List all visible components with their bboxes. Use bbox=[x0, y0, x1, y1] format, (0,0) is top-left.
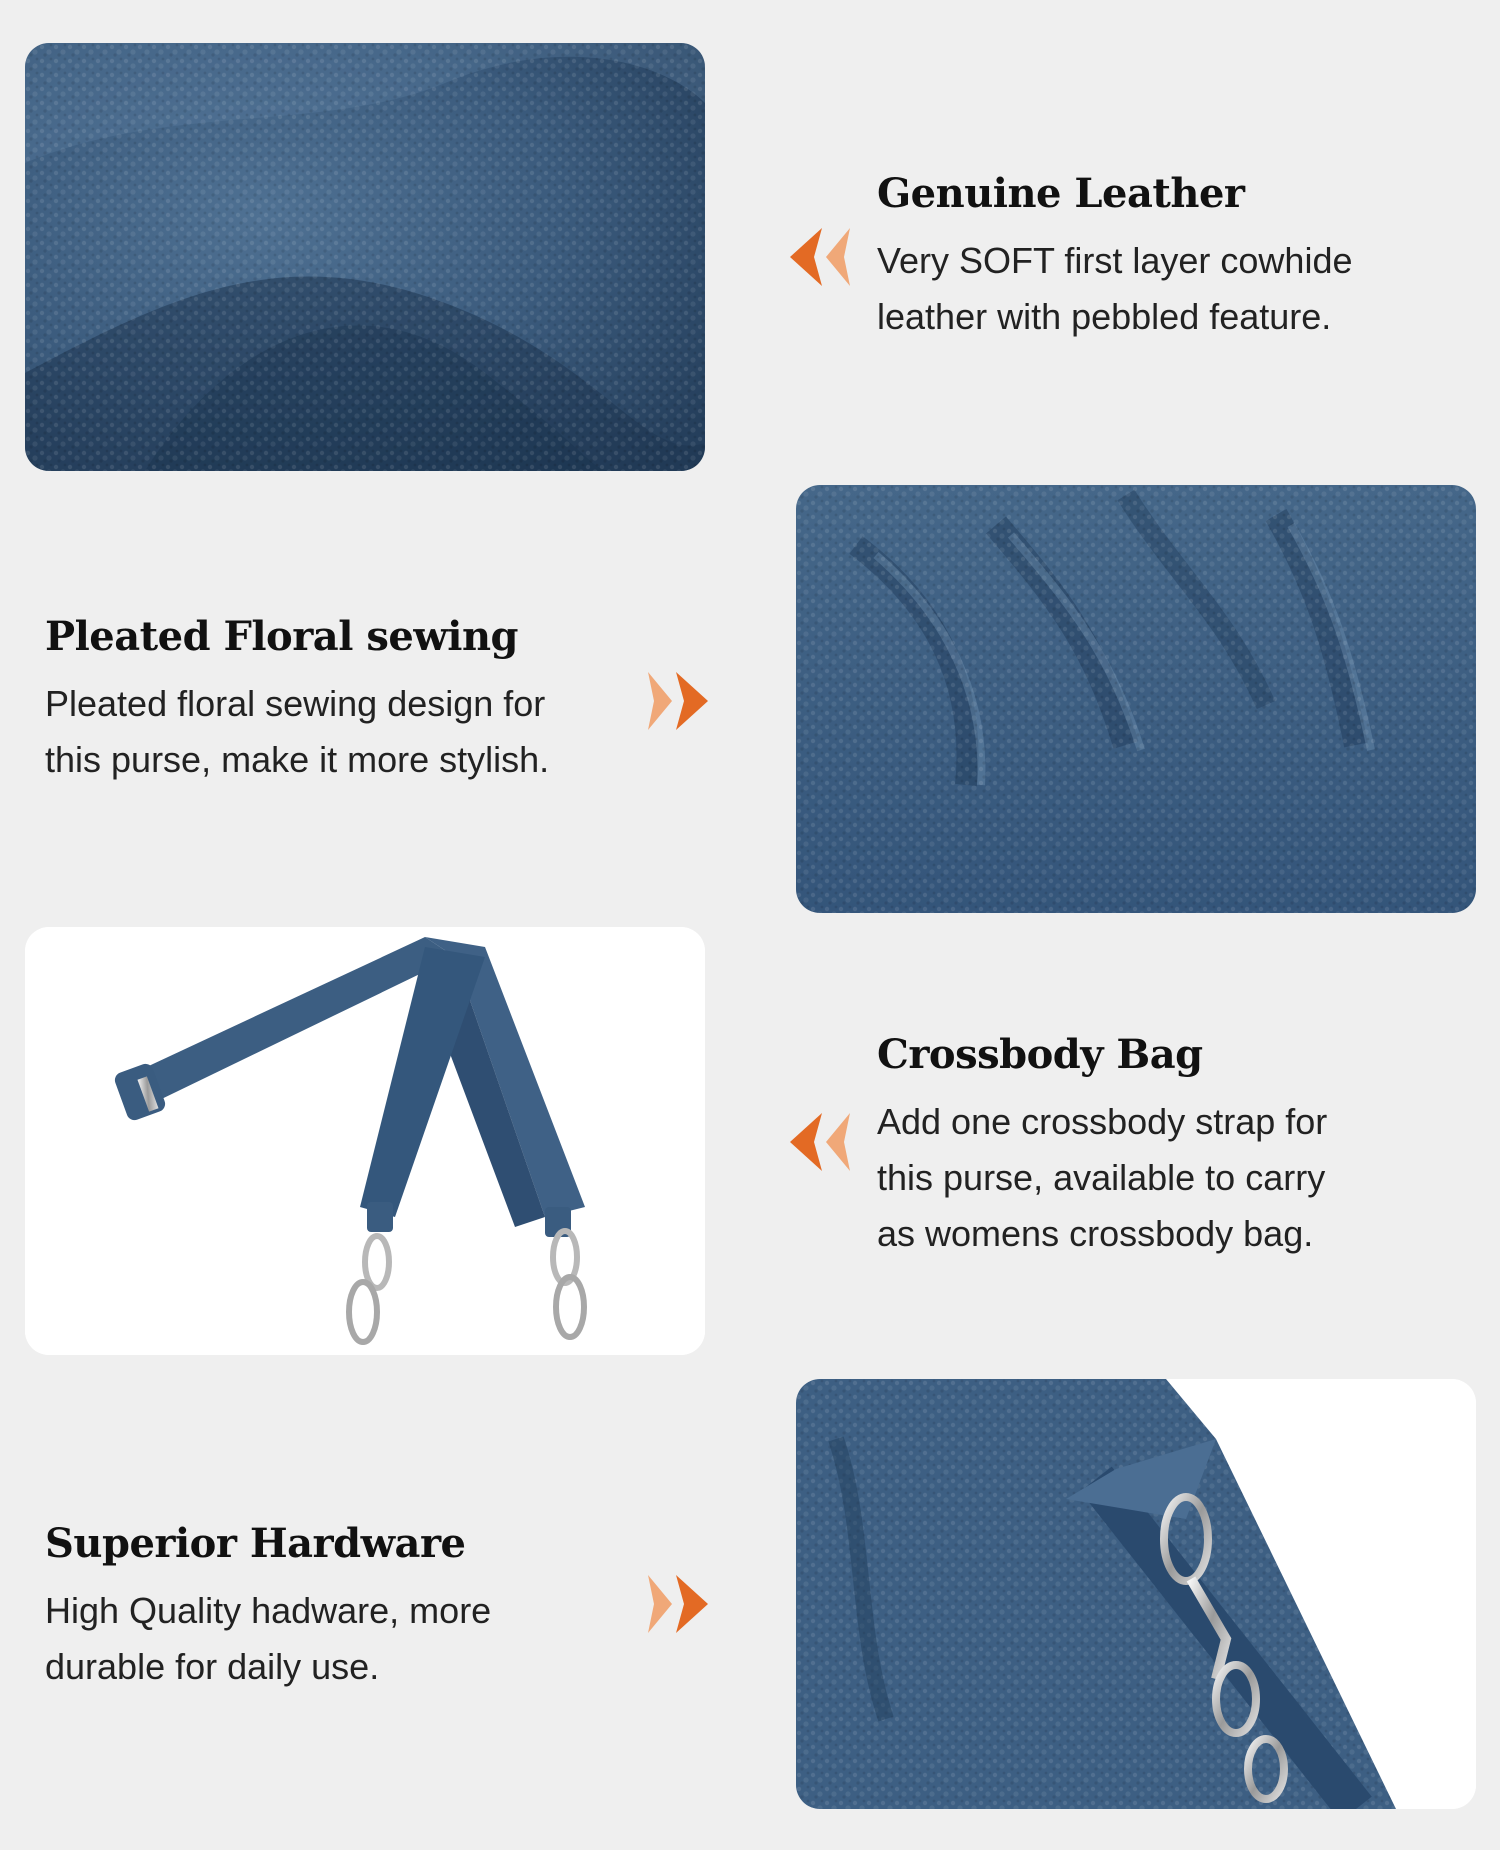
right-chevron-icon bbox=[646, 670, 710, 732]
feature-crossbody-bag bbox=[877, 1031, 1477, 1262]
feature-title: Pleated Floral sewing bbox=[45, 613, 518, 660]
feature-description: Add one crossbody strap for this purse, available to carry as womens crossbody bag. bbox=[877, 1101, 1328, 1254]
feature-title: Genuine Leather bbox=[877, 170, 1245, 217]
left-chevron-icon bbox=[788, 226, 852, 288]
crossbody-strap-image bbox=[25, 927, 705, 1355]
right-chevron-icon bbox=[646, 1573, 710, 1635]
feature-superior-hardware bbox=[45, 1520, 645, 1695]
left-chevron-icon bbox=[788, 1111, 852, 1173]
feature-pleated-floral bbox=[45, 613, 645, 788]
pebbled-leather-image bbox=[25, 43, 705, 471]
feature-title: Superior Hardware bbox=[45, 1520, 466, 1567]
feature-description: High Quality hadware, more durable for daily use. bbox=[45, 1590, 492, 1687]
feature-genuine-leather bbox=[877, 170, 1477, 345]
feature-description: Very SOFT first layer cowhide leather with pebbled feature. bbox=[877, 240, 1353, 337]
hardware-clasp-image bbox=[796, 1379, 1476, 1809]
feature-title: Crossbody Bag bbox=[877, 1031, 1203, 1078]
pleated-leather-image bbox=[796, 485, 1476, 913]
feature-description: Pleated floral sewing design for this purse, make it more stylish. bbox=[45, 683, 550, 780]
